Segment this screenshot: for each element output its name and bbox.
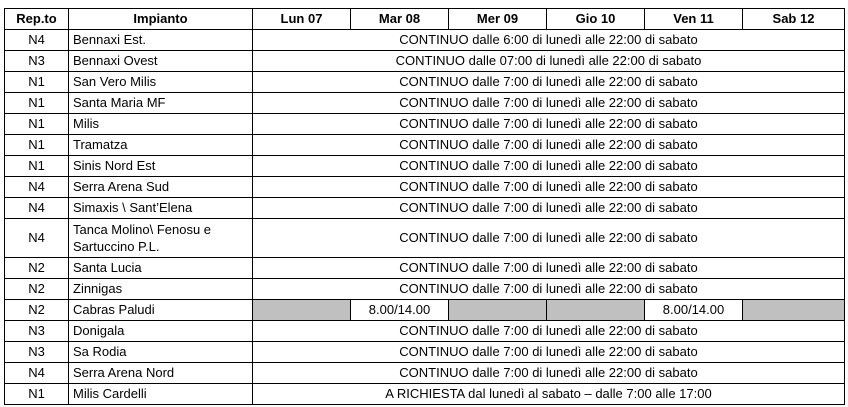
schedule-cell: CONTINUO dalle 7:00 di lunedì alle 22:00 di sabato [253,258,845,279]
impianto-cell: Donigala [69,321,253,342]
header-impianto: Impianto [69,9,253,30]
rep-cell: N4 [5,198,69,219]
schedule-cell: CONTINUO dalle 7:00 di lunedì alle 22:00 di sabato [253,321,845,342]
header-row [5,9,845,30]
rep-cell: N2 [5,258,69,279]
schedule-cell: CONTINUO dalle 7:00 di lunedì alle 22:00 di sabato [253,93,845,114]
empty-day-cell [253,300,351,321]
schedule-cell: CONTINUO dalle 6:00 di lunedì alle 22:00 di sabato [253,30,845,51]
rep-cell: N3 [5,342,69,363]
empty-day-cell [547,300,645,321]
schedule-cell: CONTINUO dalle 7:00 di lunedì alle 22:00 di sabato [253,363,845,384]
table-row [5,363,845,384]
schedule-cell: CONTINUO dalle 07:00 di lunedì alle 22:00 di sabato [253,51,845,72]
impianto-cell: Bennaxi Ovest [69,51,253,72]
header-day: Mar 08 [351,9,449,30]
impianto-cell: Zinnigas [69,279,253,300]
schedule-table [4,8,845,405]
table-row [5,93,845,114]
table-row [5,300,845,321]
rep-cell: N4 [5,30,69,51]
rep-cell: N1 [5,156,69,177]
table-row [5,114,845,135]
day-time-cell: 8.00/14.00 [351,300,449,321]
schedule-cell: CONTINUO dalle 7:00 di lunedì alle 22:00 di sabato [253,177,845,198]
impianto-cell: Milis [69,114,253,135]
table-row [5,135,845,156]
impianto-cell: Simaxis \ Sant’Elena [69,198,253,219]
rep-cell: N1 [5,114,69,135]
impianto-cell: Tanca Molino\ Fenosu e Sartuccino P.L. [69,219,253,258]
impianto-cell: Serra Arena Sud [69,177,253,198]
table-row [5,51,845,72]
impianto-cell: Sinis Nord Est [69,156,253,177]
impianto-cell: San Vero Milis [69,72,253,93]
rep-cell: N2 [5,300,69,321]
table-row [5,321,845,342]
schedule-cell: CONTINUO dalle 7:00 di lunedì alle 22:00 di sabato [253,156,845,177]
impianto-cell: Serra Arena Nord [69,363,253,384]
rep-cell: N2 [5,279,69,300]
schedule-cell: A RICHIESTA dal lunedì al sabato – dalle 7:00 alle 17:00 [253,384,845,405]
table-row [5,279,845,300]
rep-cell: N4 [5,363,69,384]
impianto-cell: Tramatza [69,135,253,156]
table-row [5,30,845,51]
rep-cell: N4 [5,177,69,198]
rep-cell: N1 [5,93,69,114]
schedule-cell: CONTINUO dalle 7:00 di lunedì alle 22:00 di sabato [253,135,845,156]
table-row [5,72,845,93]
impianto-cell: Milis Cardelli [69,384,253,405]
header-day: Ven 11 [645,9,743,30]
schedule-cell: CONTINUO dalle 7:00 di lunedì alle 22:00 di sabato [253,279,845,300]
header-day: Sab 12 [743,9,845,30]
header-rep: Rep.to [5,9,69,30]
header-day: Gio 10 [547,9,645,30]
table-row [5,219,845,258]
impianto-cell: Bennaxi Est. [69,30,253,51]
impianto-cell: Santa Maria MF [69,93,253,114]
table-row [5,177,845,198]
table-row [5,156,845,177]
rep-cell: N3 [5,51,69,72]
schedule-cell: CONTINUO dalle 7:00 di lunedì alle 22:00 di sabato [253,219,845,258]
schedule-cell: CONTINUO dalle 7:00 di lunedì alle 22:00 di sabato [253,114,845,135]
table-row [5,258,845,279]
schedule-cell: CONTINUO dalle 7:00 di lunedì alle 22:00 di sabato [253,72,845,93]
empty-day-cell [743,300,845,321]
day-time-cell: 8.00/14.00 [645,300,743,321]
table-row [5,384,845,405]
table-row [5,342,845,363]
rep-cell: N1 [5,384,69,405]
schedule-cell: CONTINUO dalle 7:00 di lunedì alle 22:00 di sabato [253,198,845,219]
impianto-cell: Cabras Paludi [69,300,253,321]
rep-cell: N3 [5,321,69,342]
rep-cell: N4 [5,219,69,258]
impianto-cell: Santa Lucia [69,258,253,279]
rep-cell: N1 [5,72,69,93]
header-day: Lun 07 [253,9,351,30]
impianto-cell: Sa Rodia [69,342,253,363]
header-day: Mer 09 [449,9,547,30]
rep-cell: N1 [5,135,69,156]
empty-day-cell [449,300,547,321]
table-row [5,198,845,219]
schedule-cell: CONTINUO dalle 7:00 di lunedì alle 22:00 di sabato [253,342,845,363]
